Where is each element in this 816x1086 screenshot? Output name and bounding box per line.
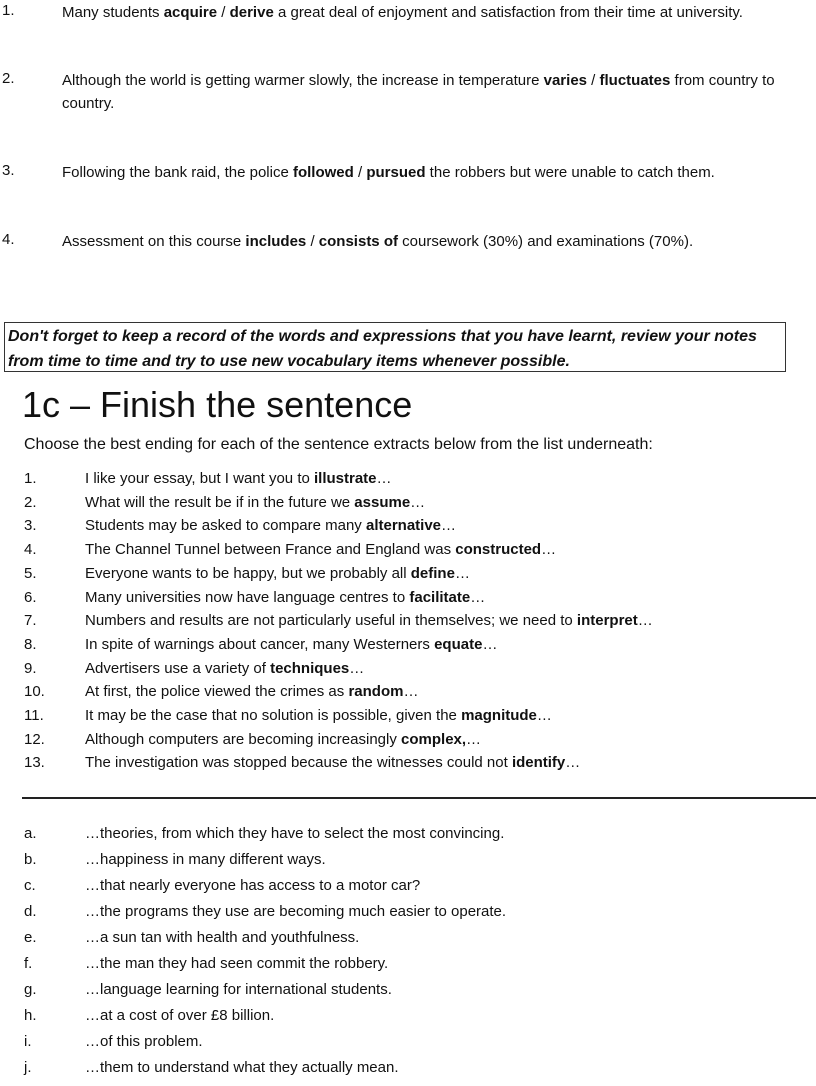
item-letter: g.: [24, 981, 37, 998]
divider-line: [22, 797, 816, 799]
option-word: includes: [245, 233, 307, 250]
item-number: 4.: [24, 541, 37, 559]
item-text: In spite of warnings about cancer, many Westerners equate…: [85, 635, 498, 653]
item-letter: f.: [24, 955, 33, 972]
item-number: 12.: [24, 730, 45, 748]
item-number: 5.: [24, 564, 37, 582]
section-instructions: Choose the best ending for each of the sentence extracts below from the list underneath:: [24, 436, 653, 453]
item-number: 3.: [2, 162, 15, 179]
reminder-note: Don't forget to keep a record of the words and expressions that you have learnt, review your notes from time to time and try to use new vocabulary items whenever possible.: [4, 322, 786, 372]
key-word: equate: [434, 635, 483, 653]
key-word: assume: [354, 493, 411, 511]
item-number: 1.: [24, 470, 37, 487]
key-word: interpret: [576, 612, 638, 630]
item-text: …at a cost of over £8 billion.: [85, 1007, 275, 1024]
item-letter: e.: [24, 929, 37, 946]
item-text: Many universities now have language centres to facilitate…: [85, 588, 486, 606]
item-letter: h.: [24, 1007, 37, 1024]
item-text: It may be the case that no solution is possible, given the magnitude…: [85, 707, 552, 724]
item-letter: i.: [24, 1033, 32, 1050]
key-word: define: [410, 564, 455, 582]
item-number: 6.: [24, 588, 37, 606]
item-text: …a sun tan with health and youthfulness.: [85, 929, 360, 946]
item-text: …them to understand what they actually mean.: [85, 1059, 399, 1076]
item-number: 11.: [24, 707, 44, 724]
item-text: At first, the police viewed the crimes as random…: [85, 683, 419, 701]
item-number: 1.: [2, 2, 15, 19]
item-text: Advertisers use a variety of techniques…: [85, 659, 365, 677]
item-text: …that nearly everyone has access to a motor car?: [85, 877, 421, 894]
item-letter: a.: [24, 825, 37, 842]
item-text: Students may be asked to compare many alternative…: [85, 517, 457, 535]
item-text: …of this problem.: [85, 1033, 203, 1050]
item-number: 3.: [24, 517, 37, 535]
option-word: fluctuates: [599, 72, 671, 89]
item-letter: j.: [24, 1059, 32, 1076]
option-word: varies: [543, 72, 587, 89]
item-number: 10.: [24, 683, 45, 701]
item-text: The Channel Tunnel between France and England was constructed…: [85, 541, 557, 559]
item-text: Following the bank raid, the police followed / pursued the robbers but were unable to catch them.: [62, 164, 715, 181]
key-word: alternative: [365, 517, 442, 535]
item-text: What will the result be if in the future we assume…: [85, 493, 426, 511]
item-text: …the programs they use are becoming much easier to operate.: [85, 903, 507, 920]
item-letter: d.: [24, 903, 37, 920]
key-word: constructed: [455, 541, 542, 559]
item-number: 7.: [24, 612, 37, 630]
item-letter: b.: [24, 851, 37, 868]
option-word: consists of: [318, 233, 398, 250]
key-word: complex,: [401, 730, 467, 748]
item-number: 13.: [24, 754, 45, 772]
key-word: magnitude: [461, 707, 537, 724]
option-word: acquire: [163, 4, 218, 21]
item-number: 9.: [24, 659, 37, 677]
section-title: 1c – Finish the sentence: [22, 384, 413, 425]
item-number: 4.: [2, 231, 15, 248]
item-text: The investigation was stopped because the witnesses could not identify…: [85, 754, 581, 772]
item-text: Although computers are becoming increasingly complex,…: [85, 730, 482, 748]
item-text: I like your essay, but I want you to illustrate…: [85, 470, 392, 487]
item-number: 2.: [2, 70, 15, 87]
key-word: illustrate: [314, 470, 377, 487]
item-text: …happiness in many different ways.: [85, 851, 326, 868]
item-number: 2.: [24, 493, 37, 511]
option-word: followed: [292, 164, 354, 181]
item-letter: c.: [24, 877, 36, 894]
item-text: …theories, from which they have to select the most convincing.: [85, 825, 505, 842]
option-word: pursued: [366, 164, 426, 181]
option-word: derive: [229, 4, 274, 21]
item-text: Although the world is getting warmer slowly, the increase in temperature varies / fluctuates from country to country.: [62, 72, 775, 112]
item-text: Assessment on this course includes / consists of coursework (30%) and examinations (70%).: [62, 233, 694, 250]
key-word: identify: [511, 754, 566, 772]
item-text: Numbers and results are not particularly useful in themselves; we need to interpret…: [85, 612, 653, 630]
key-word: facilitate: [409, 588, 471, 606]
key-word: techniques: [270, 659, 350, 677]
item-text: Many students acquire / derive a great deal of enjoyment and satisfaction from their time at university.: [62, 4, 743, 21]
item-text: Everyone wants to be happy, but we probably all define…: [85, 564, 470, 582]
key-word: random: [348, 683, 404, 701]
item-number: 8.: [24, 635, 37, 653]
item-text: …the man they had seen commit the robbery.: [85, 955, 389, 972]
item-text: …language learning for international students.: [85, 981, 392, 998]
